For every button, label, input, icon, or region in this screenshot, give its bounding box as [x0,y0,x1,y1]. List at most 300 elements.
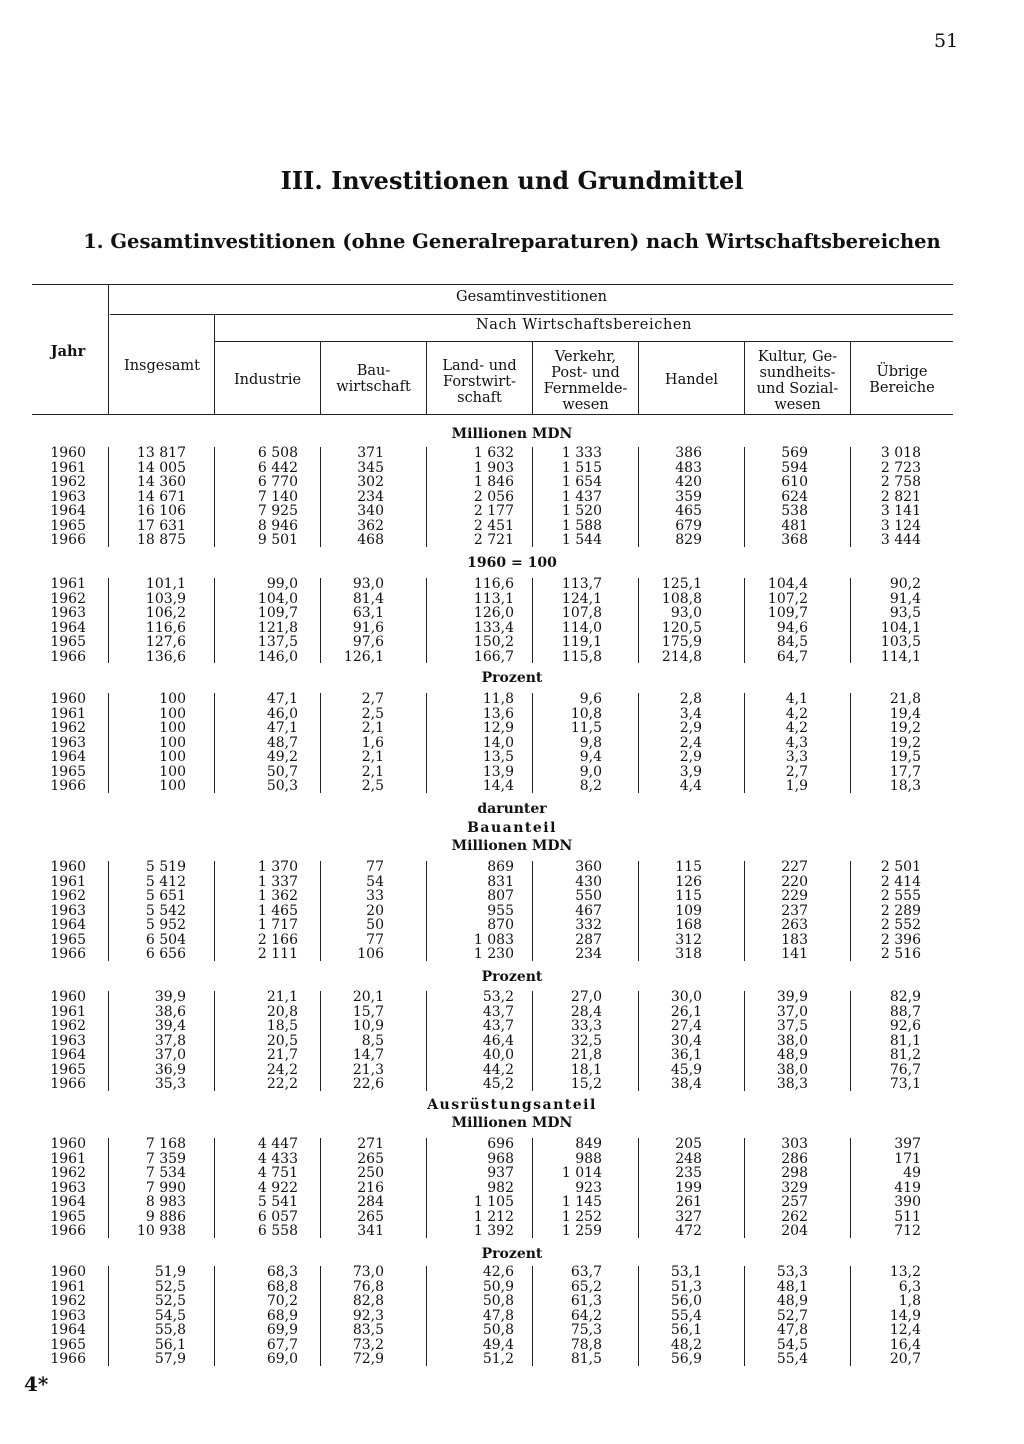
cell-industrie: 4 751 [257,1165,298,1181]
cell-bauwirtschaft: 362 [357,517,384,534]
cell-land-forstwirtschaft: 982 [487,1179,514,1196]
cell-insgesamt: 100 [159,749,186,765]
cell-insgesamt: 100 [159,691,186,707]
cell-year: 1960 [50,691,86,707]
cell-bauwirtschaft: 284 [357,1194,384,1210]
cell-uebrige: 16,4 [889,1336,921,1353]
cell-land-forstwirtschaft: 47,8 [482,1307,514,1324]
cell-year: 1965 [50,1208,86,1225]
cell-year: 1966 [50,1223,86,1239]
cell-land-forstwirtschaft: 166,7 [473,648,514,665]
table-row [0,1048,1024,1062]
cell-verkehr: 65,2 [570,1278,602,1295]
cell-handel: 829 [675,532,702,548]
cell-kultur: 84,5 [776,634,808,650]
cell-handel: 30,0 [670,989,702,1005]
cell-bauwirtschaft: 2,5 [361,778,384,794]
label-text: Bauanteil [467,820,557,836]
cell-uebrige: 81,1 [889,1032,921,1049]
cell-industrie: 70,2 [266,1293,298,1309]
cell-insgesamt: 5 412 [145,873,186,890]
cell-uebrige: 6,3 [898,1278,921,1295]
cell-handel: 56,0 [670,1293,702,1309]
cell-land-forstwirtschaft: 1 105 [473,1194,514,1210]
column-separator [320,693,321,793]
cell-industrie: 104,0 [257,590,298,607]
cell-insgesamt: 54,5 [154,1307,186,1324]
cell-insgesamt: 6 656 [145,946,186,962]
cell-industrie: 2 111 [257,946,298,962]
cell-kultur: 104,4 [767,576,808,592]
cell-industrie: 6 770 [257,474,298,490]
col-header-land-line: Forstwirt- [443,374,516,390]
cell-year: 1966 [50,1076,86,1092]
cell-bauwirtschaft: 20 [366,902,384,919]
column-separator [214,447,215,547]
table-row [0,1195,1024,1209]
cell-year: 1965 [50,634,86,650]
cell-insgesamt: 10 938 [137,1223,186,1239]
column-separator [638,447,639,547]
cell-insgesamt: 100 [159,763,186,780]
cell-year: 1961 [50,1150,86,1167]
cell-land-forstwirtschaft: 116,6 [473,576,514,592]
cell-insgesamt: 37,8 [154,1032,186,1049]
column-separator [532,991,533,1091]
table-row [0,889,1024,903]
cell-handel: 38,4 [670,1076,702,1092]
cell-insgesamt: 100 [159,720,186,736]
cell-kultur: 39,9 [776,989,808,1005]
cell-land-forstwirtschaft: 40,0 [482,1047,514,1063]
col-header-handel: Handel [664,372,719,388]
cell-year: 1962 [50,888,86,904]
cell-year: 1966 [50,778,86,794]
label-text: Millionen MDN [451,838,573,854]
cell-uebrige: 20,7 [889,1351,921,1367]
block-label-millionen-mdn [0,1116,1024,1131]
column-separator [532,693,533,793]
cell-industrie: 1 717 [257,917,298,933]
cell-industrie: 50,7 [266,763,298,780]
cell-year: 1965 [50,517,86,534]
cell-bauwirtschaft: 468 [357,532,384,548]
cell-insgesamt: 13 817 [137,445,186,461]
section-title: 1. Gesamtinvestitionen (ohne Generalreparaturen) nach Wirtschaftsbereichen [83,230,941,253]
cell-uebrige: 2 552 [880,917,921,933]
cell-land-forstwirtschaft: 53,2 [482,989,514,1005]
table-row [0,1352,1024,1366]
cell-handel: 318 [675,946,702,962]
cell-industrie: 6 508 [257,445,298,461]
cell-kultur: 48,9 [776,1047,808,1063]
cell-kultur: 47,8 [776,1322,808,1338]
cell-verkehr: 849 [575,1136,602,1152]
cell-kultur: 227 [781,859,808,875]
cell-uebrige: 17,7 [889,763,921,780]
cell-handel: 472 [675,1223,702,1239]
column-separator [214,1138,215,1238]
column-separator [850,991,851,1091]
cell-verkehr: 33,3 [570,1018,602,1034]
cell-year: 1964 [50,619,86,636]
cell-year: 1961 [50,705,86,722]
cell-uebrige: 82,9 [889,989,921,1005]
cell-industrie: 109,7 [257,605,298,621]
table-row [0,1280,1024,1294]
cell-industrie: 49,2 [266,749,298,765]
cell-year: 1965 [50,931,86,948]
cell-industrie: 18,5 [266,1018,298,1034]
cell-handel: 3,4 [679,705,702,722]
cell-bauwirtschaft: 271 [357,1136,384,1152]
cell-industrie: 6 057 [257,1208,298,1225]
cell-insgesamt: 56,1 [154,1336,186,1353]
cell-industrie: 4 433 [257,1150,298,1167]
cell-verkehr: 1 437 [561,488,602,505]
table-row [0,1019,1024,1033]
column-separator [744,991,745,1091]
cell-uebrige: 49 [903,1165,921,1181]
cell-year: 1960 [50,859,86,875]
cell-verkehr: 9,4 [579,749,602,765]
cell-verkehr: 21,8 [570,1047,602,1063]
cell-year: 1962 [50,1165,86,1181]
column-separator [638,861,639,961]
cell-industrie: 9 501 [257,532,298,548]
cell-year: 1960 [50,1264,86,1280]
column-separator [214,578,215,663]
cell-bauwirtschaft: 92,3 [352,1307,384,1324]
col-header-nach-wirtschaftsbereichen: Nach Wirtschaftsbereichen [475,317,693,333]
cell-industrie: 137,5 [257,634,298,650]
col-header-bau-line: Bau- [356,363,391,379]
cell-industrie: 48,7 [266,734,298,751]
table-row [0,519,1024,533]
cell-uebrige: 93,5 [889,605,921,621]
cell-kultur: 38,0 [776,1061,808,1078]
cell-year: 1963 [50,1179,86,1196]
cell-uebrige: 19,4 [889,705,921,722]
cell-handel: 120,5 [661,619,702,636]
cell-handel: 4,4 [679,778,702,794]
cell-bauwirtschaft: 15,7 [352,1003,384,1020]
column-separator [320,578,321,663]
cell-kultur: 4,1 [785,691,808,707]
cell-insgesamt: 36,9 [154,1061,186,1078]
cell-verkehr: 1 515 [561,459,602,476]
block-label-millionen-mdn [0,427,1024,442]
table-row [0,621,1024,635]
cell-year: 1966 [50,1351,86,1367]
cell-insgesamt: 5 952 [145,917,186,933]
cell-insgesamt: 7 990 [145,1179,186,1196]
cell-verkehr: 1 333 [561,445,602,461]
block-label-bauanteil [0,821,1024,836]
cell-industrie: 68,9 [266,1307,298,1324]
cell-insgesamt: 7 168 [145,1136,186,1152]
cell-kultur: 38,3 [776,1076,808,1092]
column-separator [850,447,851,547]
block-label-prozent [0,671,1024,686]
cell-bauwirtschaft: 91,6 [352,619,384,636]
cell-industrie: 47,1 [266,691,298,707]
label-text: Millionen MDN [451,1115,573,1131]
cell-year: 1965 [50,1061,86,1078]
cell-uebrige: 2 723 [880,459,921,476]
cell-uebrige: 511 [894,1208,921,1225]
cell-uebrige: 19,2 [889,734,921,751]
cell-land-forstwirtschaft: 937 [487,1165,514,1181]
cell-verkehr: 1 014 [561,1165,602,1181]
table-row [0,592,1024,606]
cell-bauwirtschaft: 54 [366,873,384,890]
header-bottom-rule [32,414,953,415]
cell-insgesamt: 17 631 [137,517,186,534]
cell-year: 1960 [50,989,86,1005]
cell-land-forstwirtschaft: 1 083 [473,931,514,948]
cell-uebrige: 171 [894,1150,921,1167]
cell-kultur: 141 [781,946,808,962]
cell-year: 1966 [50,532,86,548]
cell-handel: 483 [675,459,702,476]
cell-year: 1962 [50,720,86,736]
cell-year: 1961 [50,459,86,476]
cell-uebrige: 76,7 [889,1061,921,1078]
cell-handel: 168 [675,917,702,933]
cell-bauwirtschaft: 77 [366,859,384,875]
cell-industrie: 4 922 [257,1179,298,1196]
cell-bauwirtschaft: 216 [357,1179,384,1196]
block-label-millionen-mdn [0,839,1024,854]
cell-year: 1964 [50,1322,86,1338]
table-row [0,1294,1024,1308]
label-text: Prozent [481,969,543,985]
cell-uebrige: 1,8 [898,1293,921,1309]
column-separator [108,991,109,1091]
cell-handel: 235 [675,1165,702,1181]
cell-handel: 53,1 [670,1264,702,1280]
cell-year: 1962 [50,1018,86,1034]
cell-handel: 26,1 [670,1003,702,1020]
cell-bauwirtschaft: 2,5 [361,705,384,722]
cell-year: 1963 [50,734,86,751]
cell-insgesamt: 39,4 [154,1018,186,1034]
cell-land-forstwirtschaft: 968 [487,1150,514,1167]
page-number: 51 [934,30,959,52]
cell-uebrige: 2 396 [880,931,921,948]
cell-kultur: 538 [781,503,808,519]
cell-bauwirtschaft: 97,6 [352,634,384,650]
block-label-prozent [0,970,1024,985]
cell-kultur: 610 [781,474,808,490]
cell-uebrige: 91,4 [889,590,921,607]
cell-verkehr: 8,2 [579,778,602,794]
cell-year: 1960 [50,445,86,461]
cell-year: 1961 [50,1278,86,1295]
cell-uebrige: 18,3 [889,778,921,794]
cell-year: 1965 [50,1336,86,1353]
column-separator [214,991,215,1091]
cell-land-forstwirtschaft: 2 177 [473,503,514,519]
cell-year: 1962 [50,474,86,490]
cell-insgesamt: 103,9 [145,590,186,607]
label-text: Millionen MDN [451,426,573,442]
cell-bauwirtschaft: 371 [357,445,384,461]
cell-insgesamt: 16 106 [137,503,186,519]
cell-bauwirtschaft: 265 [357,1208,384,1225]
cell-bauwirtschaft: 2,7 [361,691,384,707]
column-separator [214,861,215,961]
cell-verkehr: 124,1 [561,590,602,607]
cell-handel: 108,8 [661,590,702,607]
table-row [0,1309,1024,1323]
cell-year: 1961 [50,1003,86,1020]
cell-insgesamt: 52,5 [154,1278,186,1295]
cell-verkehr: 113,7 [561,576,602,592]
cell-insgesamt: 5 519 [145,859,186,875]
cell-industrie: 99,0 [266,576,298,592]
column-separator [638,578,639,663]
cell-handel: 261 [675,1194,702,1210]
cell-year: 1964 [50,917,86,933]
cell-year: 1963 [50,488,86,505]
cell-bauwirtschaft: 302 [357,474,384,490]
column-separator [638,1266,639,1366]
cell-insgesamt: 18 875 [137,532,186,548]
column-separator [426,991,427,1091]
cell-land-forstwirtschaft: 1 230 [473,946,514,962]
cell-kultur: 229 [781,888,808,904]
table-row [0,1152,1024,1166]
cell-industrie: 20,8 [266,1003,298,1020]
cell-handel: 93,0 [670,605,702,621]
table-row [0,1166,1024,1180]
cell-industrie: 50,3 [266,778,298,794]
cell-handel: 115 [675,859,702,875]
table-row [0,504,1024,518]
table-row [0,446,1024,460]
cell-handel: 327 [675,1208,702,1225]
cell-land-forstwirtschaft: 869 [487,859,514,875]
column-separator [320,1266,321,1366]
cell-verkehr: 107,8 [561,605,602,621]
cell-handel: 679 [675,517,702,534]
cell-kultur: 237 [781,902,808,919]
column-separator [426,447,427,547]
cell-bauwirtschaft: 77 [366,931,384,948]
cell-kultur: 262 [781,1208,808,1225]
cell-bauwirtschaft: 250 [357,1165,384,1181]
cell-verkehr: 32,5 [570,1032,602,1049]
cell-uebrige: 397 [894,1136,921,1152]
cell-insgesamt: 100 [159,705,186,722]
column-separator [214,1266,215,1366]
cell-insgesamt: 52,5 [154,1293,186,1309]
cell-uebrige: 103,5 [880,634,921,650]
col-header-kultur-line: Kultur, Ge- [757,349,838,365]
cell-bauwirtschaft: 76,8 [352,1278,384,1295]
cell-uebrige: 3 141 [880,503,921,519]
cell-kultur: 569 [781,445,808,461]
cell-kultur: 48,9 [776,1293,808,1309]
cell-verkehr: 360 [575,859,602,875]
col-header-insgesamt: Insgesamt [123,358,201,374]
cell-land-forstwirtschaft: 43,7 [482,1018,514,1034]
cell-kultur: 64,7 [776,648,808,665]
cell-year: 1966 [50,946,86,962]
table-row [0,461,1024,475]
cell-handel: 312 [675,931,702,948]
cell-industrie: 1 337 [257,873,298,890]
cell-uebrige: 88,7 [889,1003,921,1020]
cell-kultur: 263 [781,917,808,933]
cell-uebrige: 2 501 [880,859,921,875]
col-header-land-line: Land- und [442,358,517,374]
cell-uebrige: 104,1 [880,619,921,636]
cell-land-forstwirtschaft: 2 056 [473,488,514,505]
cell-land-forstwirtschaft: 1 632 [473,445,514,461]
cell-handel: 115 [675,888,702,904]
cell-handel: 45,9 [670,1061,702,1078]
cell-uebrige: 2 758 [880,474,921,490]
column-separator [744,1138,745,1238]
cell-uebrige: 3 018 [880,445,921,461]
column-separator [744,578,745,663]
cell-uebrige: 90,2 [889,576,921,592]
cell-industrie: 22,2 [266,1076,298,1092]
cell-uebrige: 114,1 [880,648,921,665]
cell-industrie: 5 541 [257,1194,298,1210]
cell-uebrige: 81,2 [889,1047,921,1063]
column-separator [426,861,427,961]
cell-land-forstwirtschaft: 150,2 [473,634,514,650]
cell-handel: 248 [675,1150,702,1167]
cell-insgesamt: 37,0 [154,1047,186,1063]
cell-land-forstwirtschaft: 50,9 [482,1278,514,1295]
cell-kultur: 286 [781,1150,808,1167]
cell-kultur: 4,2 [785,720,808,736]
cell-industrie: 69,0 [266,1351,298,1367]
cell-kultur: 2,7 [785,763,808,780]
cell-bauwirtschaft: 265 [357,1150,384,1167]
cell-kultur: 94,6 [776,619,808,636]
cell-kultur: 53,3 [776,1264,808,1280]
column-separator [108,1138,109,1238]
cell-land-forstwirtschaft: 113,1 [473,590,514,607]
cell-bauwirtschaft: 82,8 [352,1293,384,1309]
cell-uebrige: 92,6 [889,1018,921,1034]
cell-uebrige: 19,2 [889,720,921,736]
cell-land-forstwirtschaft: 126,0 [473,605,514,621]
cell-handel: 55,4 [670,1307,702,1324]
cell-land-forstwirtschaft: 13,5 [482,749,514,765]
header-divider [108,285,109,414]
col-header-verkehr-line: Verkehr, [554,349,617,365]
cell-insgesamt: 57,9 [154,1351,186,1367]
cell-kultur: 303 [781,1136,808,1152]
cell-kultur: 54,5 [776,1336,808,1353]
cell-land-forstwirtschaft: 807 [487,888,514,904]
cell-verkehr: 11,5 [570,720,602,736]
cell-industrie: 69,9 [266,1322,298,1338]
column-separator [108,447,109,547]
cell-handel: 205 [675,1136,702,1152]
table-row [0,721,1024,735]
cell-uebrige: 3 444 [880,532,921,548]
cell-kultur: 220 [781,873,808,890]
cell-kultur: 368 [781,532,808,548]
